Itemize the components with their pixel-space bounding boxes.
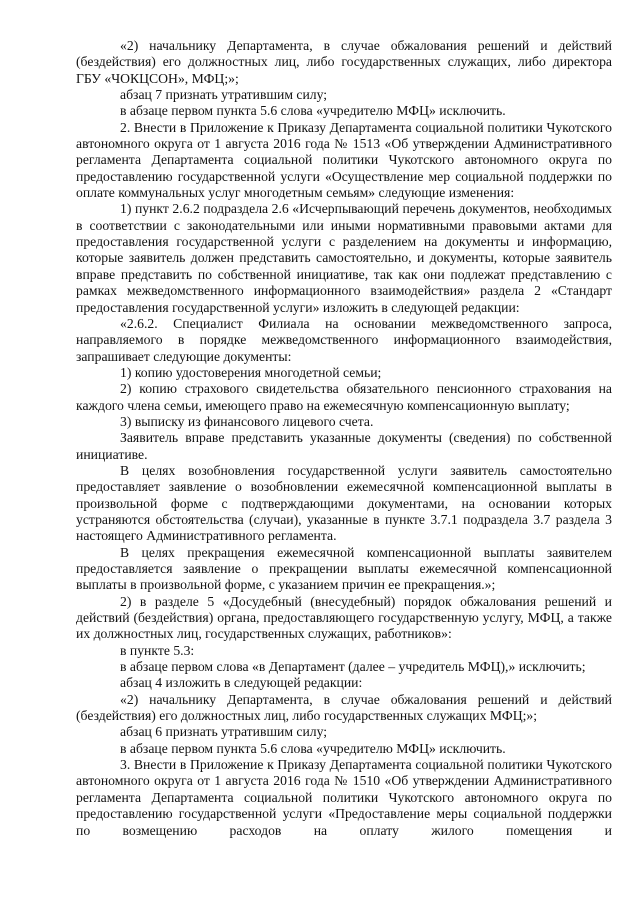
paragraph-15: в абзаце первом слова «в Департамент (далее – учредитель МФЦ),» исключить; — [120, 659, 586, 675]
paragraph-3: в абзаце первом пункта 5.6 слова «учредителю МФЦ» исключить. — [120, 103, 506, 119]
paragraph-1: «2) начальнику Департамента, в случае обжалования решений и действий (бездействия) его должностных лиц, либо государственных служащих, либо директора ГБУ «ЧОКЦСОН», МФЦ;»; — [76, 38, 612, 86]
paragraph-19: в абзаце первом пункта 5.6 слова «учредителю МФЦ» исключить. — [120, 740, 506, 756]
paragraph-11: В целях возобновления государственной услуги заявитель самостоятельно предоставляет заявление о возобновлении ежемесячной компенсационной выплаты в произвольной форме с подтверждающими документами, на основании которых устраняются обстоятельства (случаи), указанные в пункте 3.7.1 подраздела 3.7 раздела 3 настоящего Административного регламента. — [76, 462, 612, 544]
paragraph-9: 3) выписку из финансового лицевого счета. — [120, 413, 374, 429]
paragraph-4: 2. Внести в Приложение к Приказу Департамента социальной политики Чукотского автономного округа от 1 августа 2016 года № 1513 «Об утверждении Административного регламента Департамента социальной политики Чукотского автономного округа по предоставлению государственной услуги «Осуществление мер социальной поддержки по оплате коммунальных услуг многодетным семьям» следующие изменения: — [76, 119, 612, 201]
paragraph-18: абзац 6 признать утратившим силу; — [120, 724, 328, 740]
paragraph-17: «2) начальнику Департамента, в случае обжалования решений и действий (бездействия) его должностных лиц, либо государственных служащих МФЦ;»; — [76, 691, 612, 724]
paragraph-13: 2) в разделе 5 «Досудебный (внесудебный) порядок обжалования решений и действий (бездействия) органа, предоставляющего государственную услугу, МФЦ, а также их должностных лиц, государственных служащих, работников»: — [76, 593, 612, 642]
paragraph-16: абзац 4 изложить в следующей редакции: — [120, 675, 363, 691]
paragraph-6: «2.6.2. Специалист Филиала на основании межведомственного запроса, направляемого в порядке межведомственного информационного взаимодействия, запрашивает следующие документы: — [76, 315, 612, 364]
paragraph-12: В целях прекращения ежемесячной компенсационной выплаты заявителем предоставляется заявление о прекращении выплаты ежемесячной компенсационной выплаты в произвольной форме, с указанием причин ее прекращения.»; — [76, 544, 612, 593]
paragraph-2: абзац 7 признать утратившим силу; — [120, 87, 328, 103]
paragraph-20: 3. Внести в Приложение к Приказу Департамента социальной политики Чукотского автономного округа от 1 августа 2016 года № 1510 «Об утверждении Административного регламента Департамента социальной политики Чукотского автономного округа по предоставлению государственной услуги «Предоставление меры социальной поддержки по возмещению расходов на оплату жилого помещения и — [76, 757, 612, 838]
paragraph-10: Заявитель вправе представить указанные документы (сведения) по собственной инициативе. — [76, 430, 612, 462]
paragraph-5: 1) пункт 2.6.2 подраздела 2.6 «Исчерпывающий перечень документов, необходимых в соответствии с законодательными или иными нормативными правовыми актами для предоставления государственной услуги с разделением на документы и информацию, которые заявитель должен представить самостоятельно, и документы, которые заявитель вправе представить по собственной инициативе, так как они подлежат представлению с рамках межведомственного информационного взаимодействия» раздела 2 «Стандарт предоставления государственной услуги» изложить в следующей редакции: — [76, 201, 612, 315]
paragraph-8: 2) копию страхового свидетельства обязательного пенсионного страхования на каждого члена семьи, имеющего право на ежемесячную компенсационную выплату; — [76, 381, 612, 413]
paragraph-14: в пункте 5.3: — [120, 642, 195, 658]
paragraph-7: 1) копию удостоверения многодетной семьи; — [120, 364, 382, 380]
